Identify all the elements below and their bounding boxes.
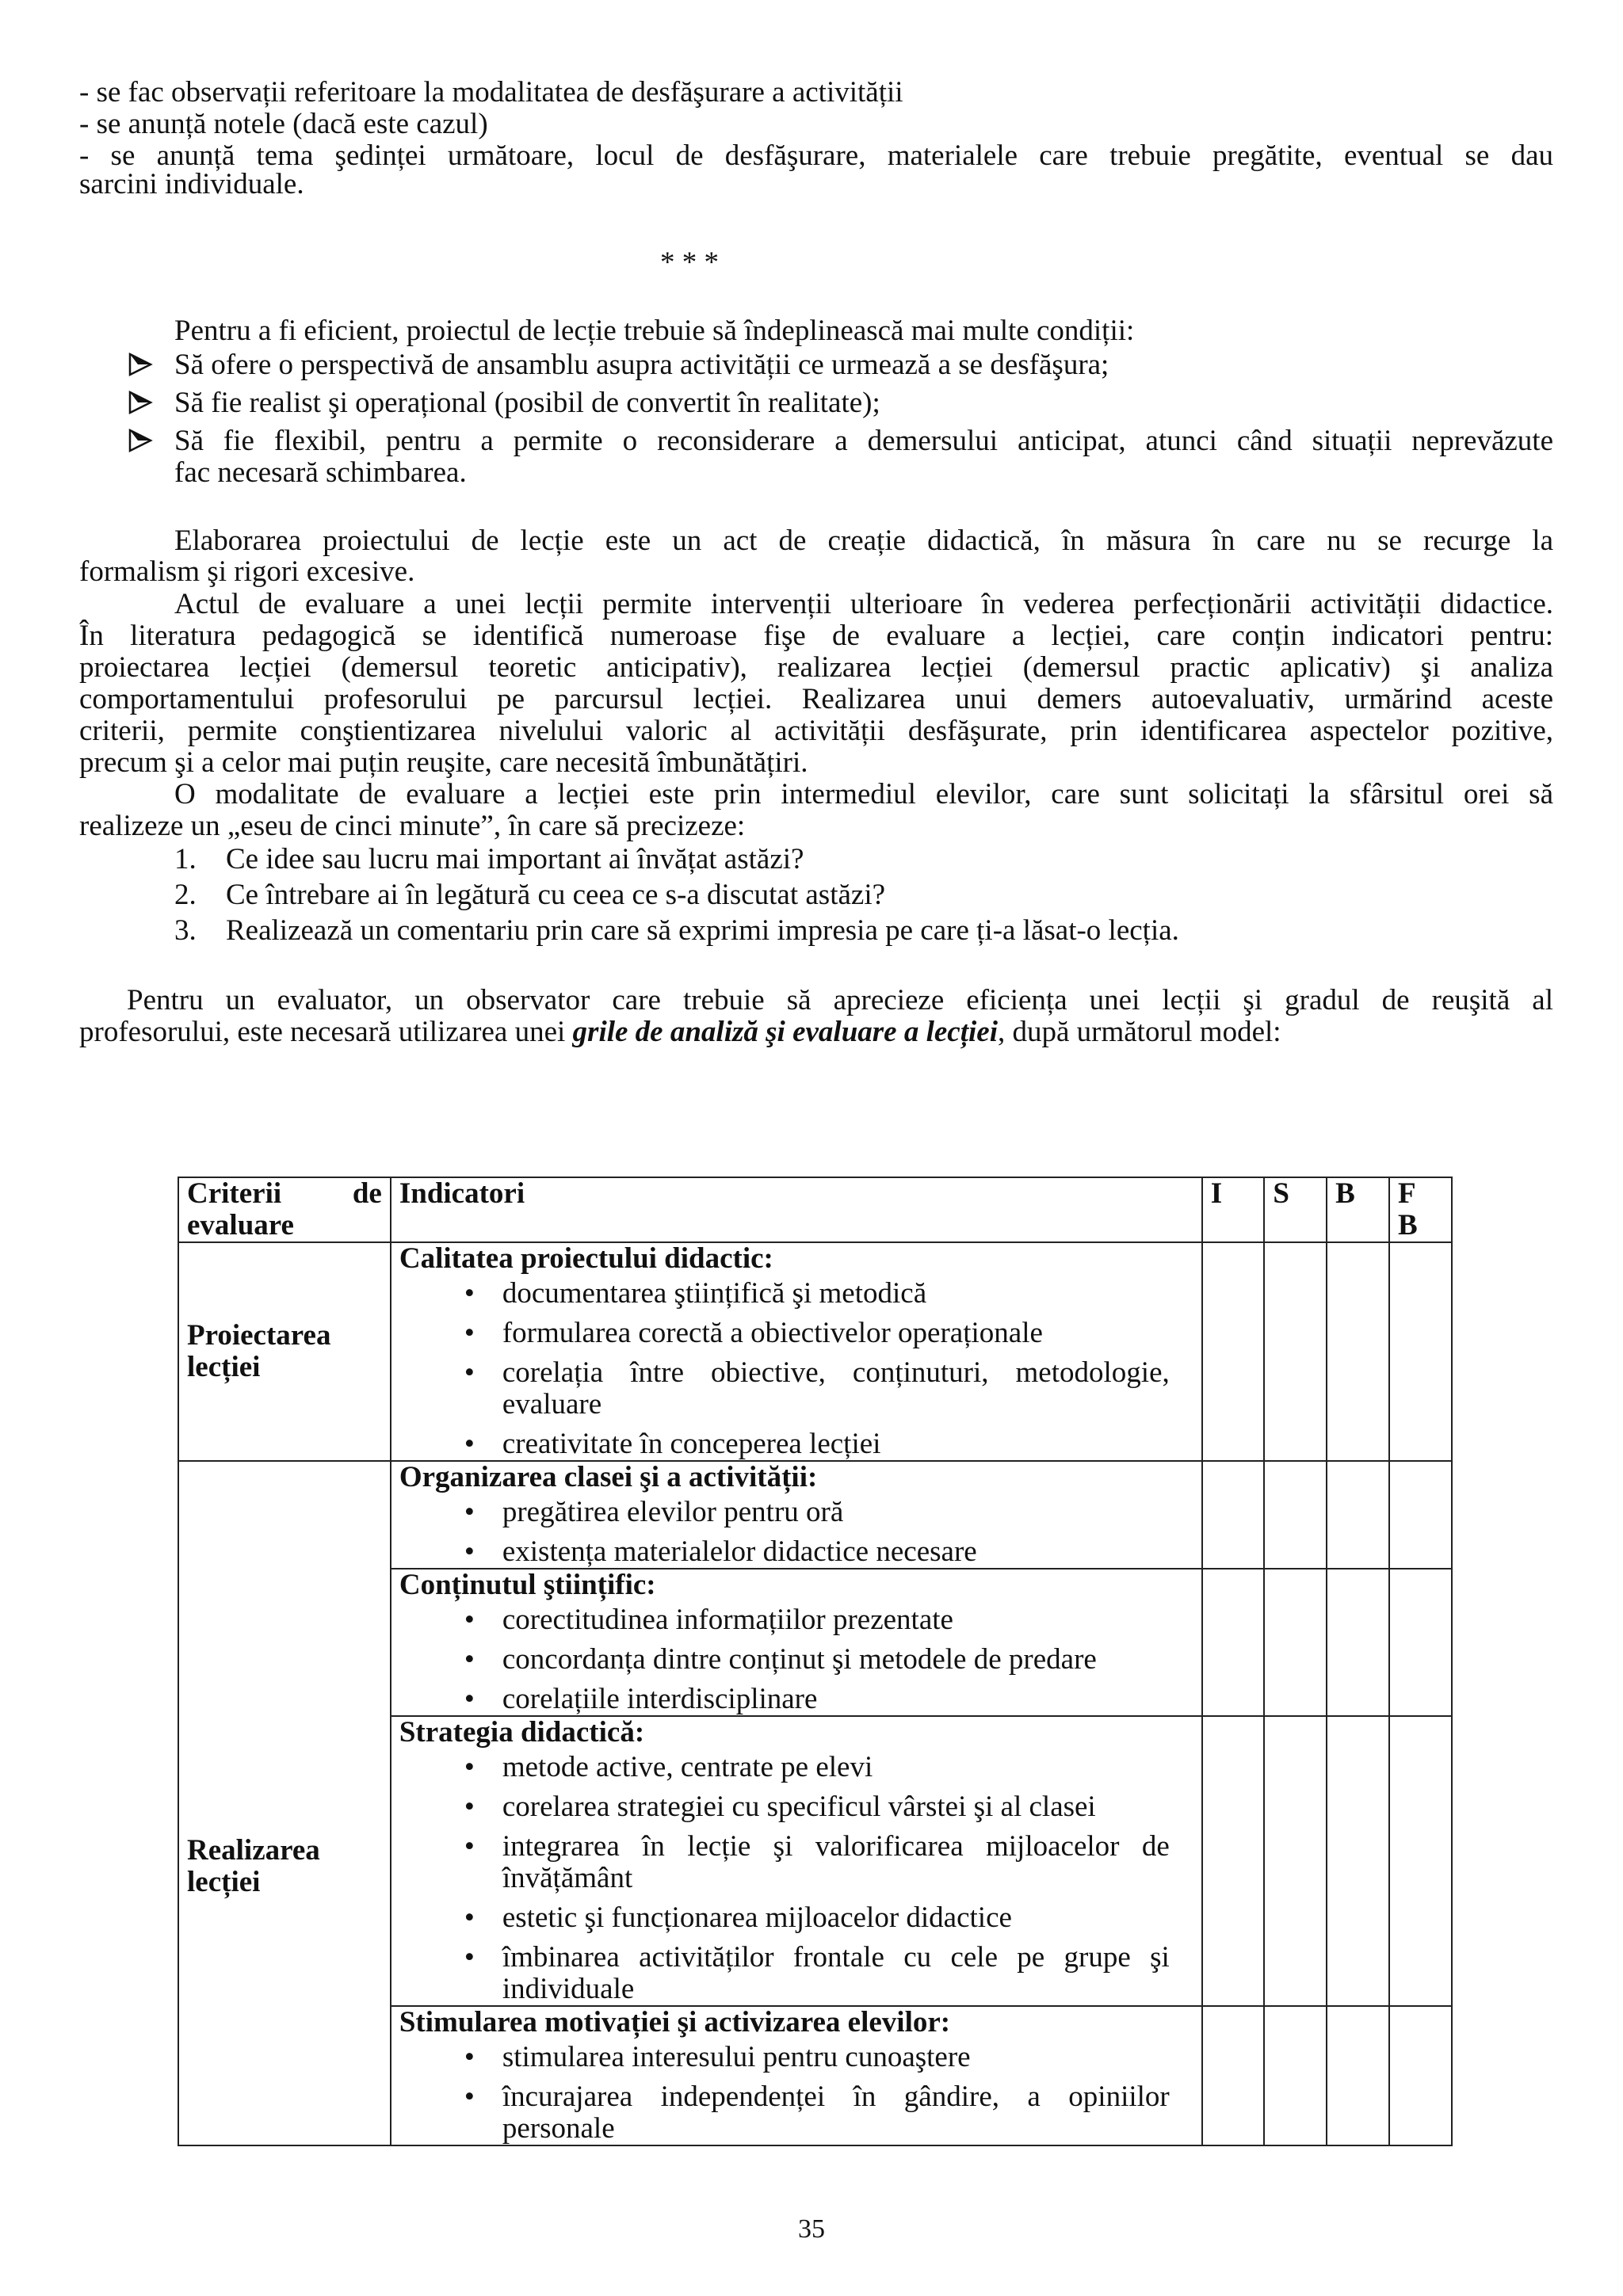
indicator-cell	[391, 1716, 1202, 2006]
indicator-cell	[391, 2006, 1202, 2145]
section-title: Conținutul ştiințific:	[399, 1569, 656, 1601]
arrow-bullet-icon	[127, 351, 154, 378]
list-item: • formularea corectă a obiectivelor operaționale	[399, 1318, 1193, 1349]
section-title: Calitatea proiectului didactic:	[399, 1242, 773, 1275]
para4-line-2-start: profesorului, este necesară utilizarea unei	[79, 1016, 573, 1048]
para2-line-6: precum şi a celor mai puțin reuşite, care necesită îmbunătățiri.	[79, 746, 808, 779]
score-cell[interactable]	[1327, 1242, 1389, 1461]
header-i: I	[1202, 1177, 1265, 1242]
question-3-number: 3.	[174, 914, 197, 947]
list-item: • stimularea interesului pentru cunoaştere	[399, 2042, 1193, 2073]
indicator-cell	[391, 1242, 1202, 1461]
list-item: • concordanța dintre conținut şi metodele de predare	[399, 1644, 1193, 1676]
top-line-3: - se anunță tema şedinței următoare, locul de desfăşurare, materialele care trebuie pregătite, eventual se dau	[79, 139, 1553, 172]
criterion-proiectarea: Proiectarea lecției	[178, 1242, 391, 1461]
score-cell[interactable]	[1202, 1242, 1265, 1461]
score-cell[interactable]	[1389, 2006, 1452, 2145]
para1-line-1: Elaborarea proiectului de lecție este un act de creație didactică, în măsura în care nu se recurge la	[174, 524, 1553, 557]
para2-line-2: În literatura pedagogică se identifică numeroase fişe de evaluare a lecției, care conțin indicatori pentru:	[79, 620, 1553, 652]
criterion-realizarea: Realizarea lecției	[178, 1461, 391, 2145]
list-item: • corelația între obiective, conținuturi, metodologie, evaluare	[399, 1357, 1193, 1421]
para2-line-1: Actul de evaluare a unei lecții permite intervenții ulterioare în vederea perfecționării activității didactice.	[174, 588, 1553, 620]
para4-line-2-end: , după următorul model:	[997, 1016, 1281, 1048]
arrow-bullet-icon	[127, 389, 154, 416]
list-item: • încurajarea independenței în gândire, a opiniilor personale	[399, 2081, 1193, 2145]
list-item: • estetic şi funcționarea mijloacelor didactice	[399, 1902, 1193, 1934]
header-b: B	[1327, 1177, 1389, 1242]
list-item: • corelarea strategiei cu specificul vârstei şi al clasei	[399, 1791, 1193, 1823]
para3-line-2: realizeze un „eseu de cinci minute”, în care să precizeze:	[79, 810, 746, 842]
header-s: S	[1264, 1177, 1327, 1242]
condition-1: Să ofere o perspectivă de ansamblu asupra activității ce urmează a se desfăşura;	[174, 349, 1109, 381]
para4-line-1: Pentru un evaluator, un observator care trebuie să aprecieze eficiența unei lecții şi gradul de reuşită al	[127, 984, 1553, 1016]
list-item: • îmbinarea activităților frontale cu cele pe grupe şi individuale	[399, 1942, 1193, 2005]
para4-emphasis: grile de analiză şi evaluare a lecției	[572, 1016, 998, 1048]
list-item: • pregătirea elevilor pentru oră	[399, 1497, 1193, 1528]
para4-line-2	[79, 1016, 1553, 1048]
score-cell[interactable]	[1264, 1716, 1327, 2006]
para2-line-4: comportamentului profesorului pe parcursul lecției. Realizarea unui demers autoevaluativ, urmărind aceste	[79, 683, 1553, 715]
page-number: 35	[798, 2214, 825, 2244]
score-cell[interactable]	[1202, 1569, 1265, 1716]
score-cell[interactable]	[1389, 1716, 1452, 2006]
section-title: Organizarea clasei şi a activității:	[399, 1461, 818, 1493]
score-cell[interactable]	[1264, 1461, 1327, 1569]
section-separator: * * *	[660, 246, 719, 279]
condition-3-cont: fac necesară schimbarea.	[174, 456, 467, 489]
indicator-cell	[391, 1461, 1202, 1569]
table-header-row	[178, 1177, 1452, 1242]
score-cell[interactable]	[1327, 1716, 1389, 2006]
section-title: Stimularea motivației şi activizarea elevilor:	[399, 2006, 951, 2039]
list-item: • corelațiile interdisciplinare	[399, 1684, 1193, 1715]
top-line-1: - se fac observații referitoare la modalitatea de desfăşurare a activității	[79, 76, 903, 109]
question-3: Realizează un comentariu prin care să exprimi impresia pe care ți-a lăsat-o lecția.	[226, 914, 1179, 947]
score-cell[interactable]	[1202, 1716, 1265, 2006]
list-item: • metode active, centrate pe elevi	[399, 1752, 1193, 1783]
top-line-2: - se anunță notele (dacă este cazul)	[79, 108, 488, 140]
section-title: Strategia didactică:	[399, 1716, 645, 1749]
para2-line-5: criterii, permite conştientizarea nivelului valoric al activității desfăşurate, prin identificarea aspectelor pozitive,	[79, 715, 1553, 747]
score-cell[interactable]	[1327, 1569, 1389, 1716]
list-item: • creativitate în conceperea lecției	[399, 1428, 1193, 1460]
para2-line-3: proiectarea lecției (demersul teoretic anticipativ), realizarea lecției (demersul practic aplicativ) şi analiza	[79, 651, 1553, 684]
score-cell[interactable]	[1264, 2006, 1327, 2145]
list-item: • corectitudinea informațiilor prezentate	[399, 1604, 1193, 1636]
score-cell[interactable]	[1389, 1242, 1452, 1461]
score-cell[interactable]	[1264, 1242, 1327, 1461]
score-cell[interactable]	[1389, 1461, 1452, 1569]
condition-3: Să fie flexibil, pentru a permite o reconsiderare a demersului anticipat, atunci când situații neprevăzute	[174, 425, 1553, 457]
score-cell[interactable]	[1389, 1569, 1452, 1716]
indicator-cell	[391, 1569, 1202, 1716]
header-indicatori: Indicatori	[391, 1177, 1202, 1242]
list-item: • existența materialelor didactice necesare	[399, 1536, 1193, 1568]
question-1: Ce idee sau lucru mai important ai învățat astăzi?	[226, 843, 804, 875]
para3-line-1: O modalitate de evaluare a lecției este prin intermediul elevilor, care sunt solicitați la sfârsitul orei să	[174, 778, 1553, 810]
list-item: • documentarea ştiințifică şi metodică	[399, 1278, 1193, 1310]
conditions-intro: Pentru a fi eficient, proiectul de lecție trebuie să îndeplinească mai multe condiții:	[174, 315, 1135, 347]
para1-line-2: formalism şi rigori excesive.	[79, 555, 415, 588]
header-fb: F B	[1389, 1177, 1452, 1242]
score-cell[interactable]	[1202, 1461, 1265, 1569]
table-row	[178, 1461, 1452, 1569]
list-item: • integrarea în lecție şi valorificarea mijloacelor de învățământ	[399, 1831, 1193, 1894]
score-cell[interactable]	[1327, 1461, 1389, 1569]
arrow-bullet-icon	[127, 427, 154, 454]
question-2-number: 2.	[174, 879, 197, 911]
evaluation-grid-table	[178, 1177, 1453, 2146]
score-cell[interactable]	[1202, 2006, 1265, 2145]
header-criterii: Criterii de evaluare	[178, 1177, 391, 1242]
condition-2: Să fie realist şi operațional (posibil de convertit în realitate);	[174, 387, 880, 419]
top-line-4: sarcini individuale.	[79, 168, 304, 200]
question-1-number: 1.	[174, 843, 197, 875]
score-cell[interactable]	[1327, 2006, 1389, 2145]
question-2: Ce întrebare ai în legătură cu ceea ce s-a discutat astăzi?	[226, 879, 886, 911]
score-cell[interactable]	[1264, 1569, 1327, 1716]
table-row	[178, 1242, 1452, 1461]
